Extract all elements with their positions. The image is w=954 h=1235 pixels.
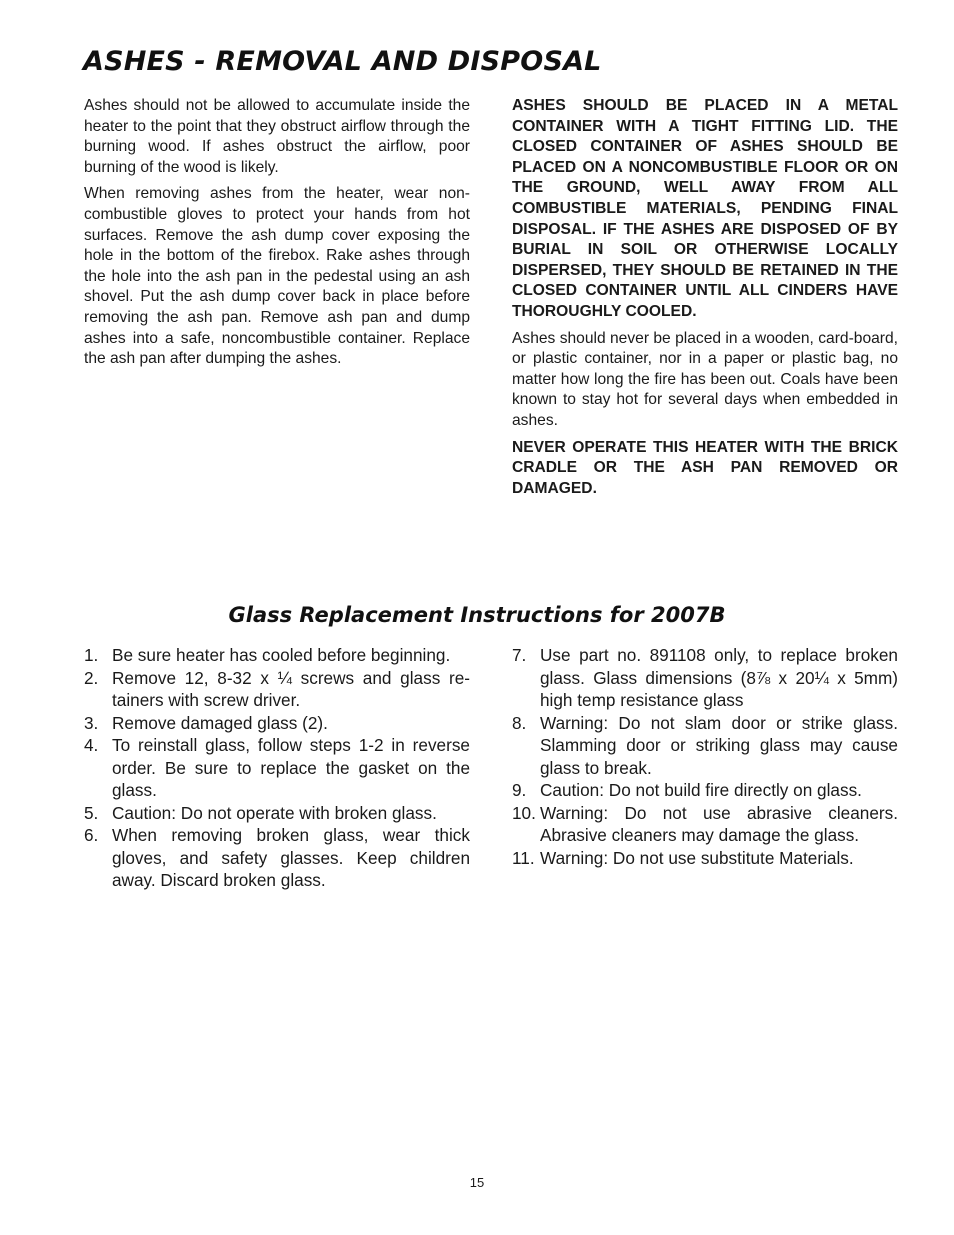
step-number: 6. (84, 825, 99, 845)
step-item (84, 802, 470, 825)
ashes-paragraph: Ashes should never be placed in a wooden, card-board, or plastic container, nor in a paper or plastic bag, no matter how long the fire has been out. Coals have been known to stay hot for several days when embedded in ashes. (512, 329, 898, 429)
step-text: Remove damaged glass (2). (112, 712, 328, 733)
step-number: 7. (512, 645, 527, 665)
step-number: 5. (84, 802, 99, 823)
step-number: 3. (84, 712, 99, 733)
step-item (84, 712, 470, 735)
ashes-paragraph: Ashes should not be allowed to accumulate inside the heater to the point that they obstruct airflow through the burning wood. If ashes obstruct the airflow, poor burning of the wood is likely. (84, 97, 470, 176)
section-title: Glass Replacement Instructions for 2007B (228, 603, 726, 627)
ashes-right-column (512, 96, 898, 505)
step-item (84, 824, 470, 892)
step-number: 1. (84, 645, 99, 665)
step-text: To reinstall glass, follow steps 1-2 in reverse order. Be sure to replace the gasket on the glass. (112, 735, 470, 800)
step-text: Warning: Do not use substitute Materials. (540, 847, 854, 868)
step-item (84, 667, 470, 712)
ashes-warning-container: ASHES SHOULD BE PLACED IN A METAL CONTAINER WITH A TIGHT FITTING LID. THE CLOSED CONTAINER OF ASHES SHOULD BE PLACED ON A NONCOMBUSTIBLE FLOOR OR ON THE GROUND, WELL AWAY FROM ALL COMBUSTIBLE MATERIALS, PENDING FINAL DISPOSAL. IF THE ASHES ARE DISPOSED OF BY BURIAL IN SOIL OR OTHERWISE LOCALLY DISPERSED, THEY SHOULD BE RETAINED IN THE CLOSED CONTAINER UNTIL ALL CINDERS HAVE THOROUGHLY COOLED. (512, 97, 898, 320)
step-text: When removing broken glass, wear thick gloves, and safety glasses. Keep children away. Discard broken glass. (112, 825, 470, 890)
step-item (512, 802, 898, 847)
step-number: 8. (512, 712, 527, 733)
step-number: 11. (512, 847, 535, 868)
step-number: 9. (512, 780, 527, 800)
step-number: 10. (512, 802, 536, 823)
page-number: 15 (469, 1175, 485, 1190)
step-item (512, 712, 898, 780)
step-number: 2. (84, 667, 99, 688)
step-text: Use part no. 891108 only, to replace broken glass. Glass dimensions (8⅞ x 20¼ x 5mm) high temp resistance glass (540, 645, 898, 710)
step-item (84, 734, 470, 802)
step-item (512, 779, 898, 802)
step-number: 4. (84, 735, 99, 755)
step-text: Remove 12, 8-32 x ¼ screws and glass re-tainers with screw driver. (112, 667, 470, 710)
step-text: Caution: Do not build fire directly on glass. (540, 780, 862, 800)
step-item (512, 847, 898, 870)
step-text: Caution: Do not operate with broken glass. (112, 802, 437, 823)
ashes-paragraph: When removing ashes from the heater, wear non-combustible gloves to protect your hands from hot surfaces. Remove the ash dump cover exposing the hole in the bottom of the firebox. Rake ashes through the hole into the ash pan in the pedestal using an ash shovel. Put the ash dump cover back in place before removing the ash pan. Remove ash pan and dump ashes into a safe, noncombustible container. Replace the ash pan after dumping the ashes. (84, 185, 470, 368)
page-title: ASHES - REMOVAL AND DISPOSAL (83, 46, 602, 77)
glass-steps-right (512, 644, 898, 869)
step-text: Warning: Do not use abrasive cleaners. Abrasive cleaners may damage the glass. (540, 802, 898, 845)
step-text: Warning: Do not slam door or strike glass. Slamming door or striking glass may cause glass to break. (540, 712, 898, 778)
step-item (512, 644, 898, 712)
ashes-left-column (84, 96, 470, 376)
step-text: Be sure heater has cooled before beginning. (112, 645, 451, 665)
glass-steps-left (84, 644, 470, 892)
step-item (84, 644, 470, 667)
ashes-warning-operate: NEVER OPERATE THIS HEATER WITH THE BRICK CRADLE OR THE ASH PAN REMOVED OR DAMAGED. (512, 438, 898, 497)
